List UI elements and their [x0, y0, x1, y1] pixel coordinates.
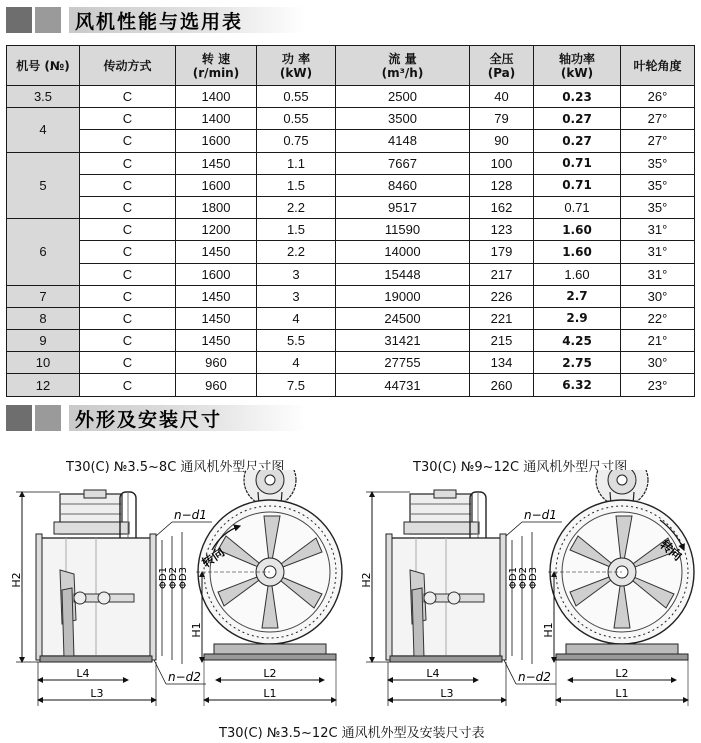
section-title: 风机性能与选用表 [75, 10, 244, 33]
column-header-label: 功 率 [281, 51, 311, 66]
label-nd1-left: n−d1 [174, 508, 207, 522]
table-cell: 21° [621, 330, 695, 352]
dim-h2-right: H2 [360, 572, 373, 588]
fan-model-cell: 3.5 [7, 86, 80, 108]
table-cell: 30° [621, 285, 695, 307]
table-cell: 1450 [176, 285, 257, 307]
table-cell: 1200 [176, 219, 257, 241]
label-nd1-right: n−d1 [524, 508, 557, 522]
fan-model-cell: 6 [7, 219, 80, 286]
fan-model-cell: 8 [7, 307, 80, 329]
table-cell: 1450 [176, 152, 257, 174]
table-cell: 79 [470, 108, 534, 130]
table-cell: 2500 [336, 86, 470, 108]
section-header-performance [6, 5, 305, 35]
table-cell: 35° [621, 196, 695, 218]
dim-h1-right: H1 [542, 622, 555, 638]
table-cell: 1450 [176, 330, 257, 352]
dim-h1-left: H1 [190, 622, 203, 638]
table-cell: 1450 [176, 241, 257, 263]
column-header-unit: (m³/h) [381, 65, 424, 80]
dimension-drawings [0, 470, 701, 720]
table-cell: 1800 [176, 196, 257, 218]
table-cell: C [80, 86, 176, 108]
dim-l1-left: L1 [263, 687, 277, 700]
table-row [7, 174, 695, 196]
column-header-label: 流 量 [388, 51, 417, 66]
table-cell: 260 [470, 374, 534, 396]
dim-l2-left: L2 [263, 667, 277, 680]
table-cell: 1600 [176, 174, 257, 196]
table-cell: C [80, 196, 176, 218]
table-cell: 226 [470, 285, 534, 307]
dim-l3-left: L3 [90, 687, 104, 700]
table-cell: C [80, 330, 176, 352]
table-cell: 3 [257, 285, 336, 307]
column-header-unit: (kW) [279, 65, 313, 80]
table-cell: 179 [470, 241, 534, 263]
section-title: 外形及安装尺寸 [75, 408, 223, 431]
table-cell: 1.5 [257, 219, 336, 241]
table-cell: 31° [621, 241, 695, 263]
header-band [69, 405, 307, 431]
table-cell: 1600 [176, 130, 257, 152]
column-header [257, 46, 336, 86]
table-cell: 31° [621, 263, 695, 285]
table-cell: 4.25 [534, 330, 621, 352]
table-cell: 2.9 [534, 307, 621, 329]
fan-model-cell: 9 [7, 330, 80, 352]
table-row [7, 219, 695, 241]
column-header [621, 46, 695, 86]
table-cell: 0.27 [534, 108, 621, 130]
table-cell: 31° [621, 219, 695, 241]
table-row [7, 241, 695, 263]
header-square-light [35, 405, 61, 431]
table-cell: C [80, 352, 176, 374]
table-cell: 4 [257, 352, 336, 374]
column-header-unit: (kW) [560, 65, 594, 80]
header-square-dark [6, 7, 32, 33]
table-cell: 162 [470, 196, 534, 218]
table-cell: 2.2 [257, 196, 336, 218]
dim-d3-left: ΦD3 [178, 567, 189, 589]
table-cell: 23° [621, 374, 695, 396]
table-cell: 7.5 [257, 374, 336, 396]
table-cell: 31421 [336, 330, 470, 352]
table-cell: 221 [470, 307, 534, 329]
dim-l3-right: L3 [440, 687, 454, 700]
table-cell: 1.60 [534, 263, 621, 285]
table-cell: 128 [470, 174, 534, 196]
table-cell: C [80, 174, 176, 196]
header-square-light [35, 7, 61, 33]
table-cell: 217 [470, 263, 534, 285]
table-cell: 1.60 [534, 241, 621, 263]
fan-model-cell: 5 [7, 152, 80, 219]
label-rotation-left: 转向 [199, 545, 228, 571]
table-cell: C [80, 152, 176, 174]
column-header-label: 传动方式 [103, 58, 152, 73]
dim-l4-right: L4 [426, 667, 440, 680]
table-row [7, 352, 695, 374]
performance-table [6, 45, 695, 397]
table-cell: 35° [621, 174, 695, 196]
table-cell: 1400 [176, 108, 257, 130]
right-drawing-title: T30(C) №9~12C 通风机外型尺寸图 [413, 460, 628, 475]
table-cell: 6.32 [534, 374, 621, 396]
table-row [7, 130, 695, 152]
column-header-unit: (Pa) [487, 65, 516, 80]
table-cell: C [80, 241, 176, 263]
fan-model-cell: 7 [7, 285, 80, 307]
table-cell: 1450 [176, 307, 257, 329]
header-square-dark [6, 405, 32, 431]
table-cell: 1400 [176, 86, 257, 108]
table-cell: 14000 [336, 241, 470, 263]
column-header-label: 轴功率 [558, 51, 595, 66]
fan-model-cell: 12 [7, 374, 80, 396]
column-header [7, 46, 80, 86]
table-cell: 24500 [336, 307, 470, 329]
dim-l2-right: L2 [615, 667, 629, 680]
table-cell: C [80, 219, 176, 241]
dim-l1-right: L1 [615, 687, 629, 700]
table-row [7, 374, 695, 396]
table-cell: 7667 [336, 152, 470, 174]
table-cell: 2.75 [534, 352, 621, 374]
dim-d1-left: ΦD1 [158, 567, 169, 589]
table-cell: 0.75 [257, 130, 336, 152]
table-row [7, 330, 695, 352]
table-cell: 9517 [336, 196, 470, 218]
table-row [7, 196, 695, 218]
table-cell: 4 [257, 307, 336, 329]
table-cell: C [80, 307, 176, 329]
table-row [7, 263, 695, 285]
table-cell: C [80, 285, 176, 307]
table-cell: 3500 [336, 108, 470, 130]
table-row [7, 285, 695, 307]
table-cell: 134 [470, 352, 534, 374]
table-cell: 30° [621, 352, 695, 374]
column-header-label: 叶轮角度 [633, 58, 682, 73]
fan-model-cell: 4 [7, 108, 80, 152]
table-cell: 123 [470, 219, 534, 241]
table-cell: 19000 [336, 285, 470, 307]
section-header-dimensions [6, 403, 307, 433]
table-cell: 27° [621, 108, 695, 130]
table-cell: 0.71 [534, 196, 621, 218]
table-cell: 1.60 [534, 219, 621, 241]
table-cell: 960 [176, 374, 257, 396]
table-cell: C [80, 130, 176, 152]
header-band [69, 7, 305, 33]
table-cell: 26° [621, 86, 695, 108]
table-cell: C [80, 108, 176, 130]
table-cell: C [80, 263, 176, 285]
table-cell: 4148 [336, 130, 470, 152]
dim-h2-left: H2 [10, 572, 23, 588]
table-cell: 0.55 [257, 86, 336, 108]
dim-l4-left: L4 [76, 667, 90, 680]
table-cell: C [80, 374, 176, 396]
column-header [470, 46, 534, 86]
table-cell: 27755 [336, 352, 470, 374]
table-cell: 15448 [336, 263, 470, 285]
dim-d1-right: ΦD1 [508, 567, 519, 589]
table-row [7, 152, 695, 174]
dim-d2-right: ΦD2 [518, 567, 529, 589]
table-cell: 5.5 [257, 330, 336, 352]
table-cell: 0.23 [534, 86, 621, 108]
table-cell: 44731 [336, 374, 470, 396]
table-cell: 0.27 [534, 130, 621, 152]
table-cell: 90 [470, 130, 534, 152]
column-header [336, 46, 470, 86]
column-header-label: 全压 [489, 51, 514, 66]
column-header-unit: (r/min) [192, 65, 240, 80]
label-nd2-left: n−d2 [168, 670, 201, 684]
table-cell: 1600 [176, 263, 257, 285]
dim-d3-right: ΦD3 [528, 567, 539, 589]
table-cell: 2.7 [534, 285, 621, 307]
column-header-label: 转 速 [201, 51, 231, 66]
table-row [7, 307, 695, 329]
table-cell: 0.55 [257, 108, 336, 130]
table-cell: 960 [176, 352, 257, 374]
dim-d2-left: ΦD2 [168, 567, 179, 589]
table-cell: 22° [621, 307, 695, 329]
table-cell: 0.71 [534, 152, 621, 174]
label-nd2-right: n−d2 [518, 670, 551, 684]
fan-model-cell: 10 [7, 352, 80, 374]
column-header [80, 46, 176, 86]
left-drawing-title: T30(C) №3.5~8C 通风机外型尺寸图 [66, 460, 285, 475]
table-row [7, 108, 695, 130]
table-cell: 35° [621, 152, 695, 174]
drawing-caption: T30(C) №3.5~12C 通风机外型及安装尺寸表 [219, 726, 485, 741]
table-cell: 215 [470, 330, 534, 352]
table-row [7, 86, 695, 108]
label-rotation-right: 转向 [657, 537, 685, 564]
table-cell: 8460 [336, 174, 470, 196]
table-cell: 11590 [336, 219, 470, 241]
column-header [534, 46, 621, 86]
table-cell: 100 [470, 152, 534, 174]
table-cell: 0.71 [534, 174, 621, 196]
table-cell: 40 [470, 86, 534, 108]
table-cell: 27° [621, 130, 695, 152]
table-cell: 3 [257, 263, 336, 285]
table-cell: 2.2 [257, 241, 336, 263]
column-header-label: 机号 (№) [16, 58, 70, 73]
table-header-row [7, 46, 695, 86]
column-header [176, 46, 257, 86]
table-cell: 1.5 [257, 174, 336, 196]
table-cell: 1.1 [257, 152, 336, 174]
